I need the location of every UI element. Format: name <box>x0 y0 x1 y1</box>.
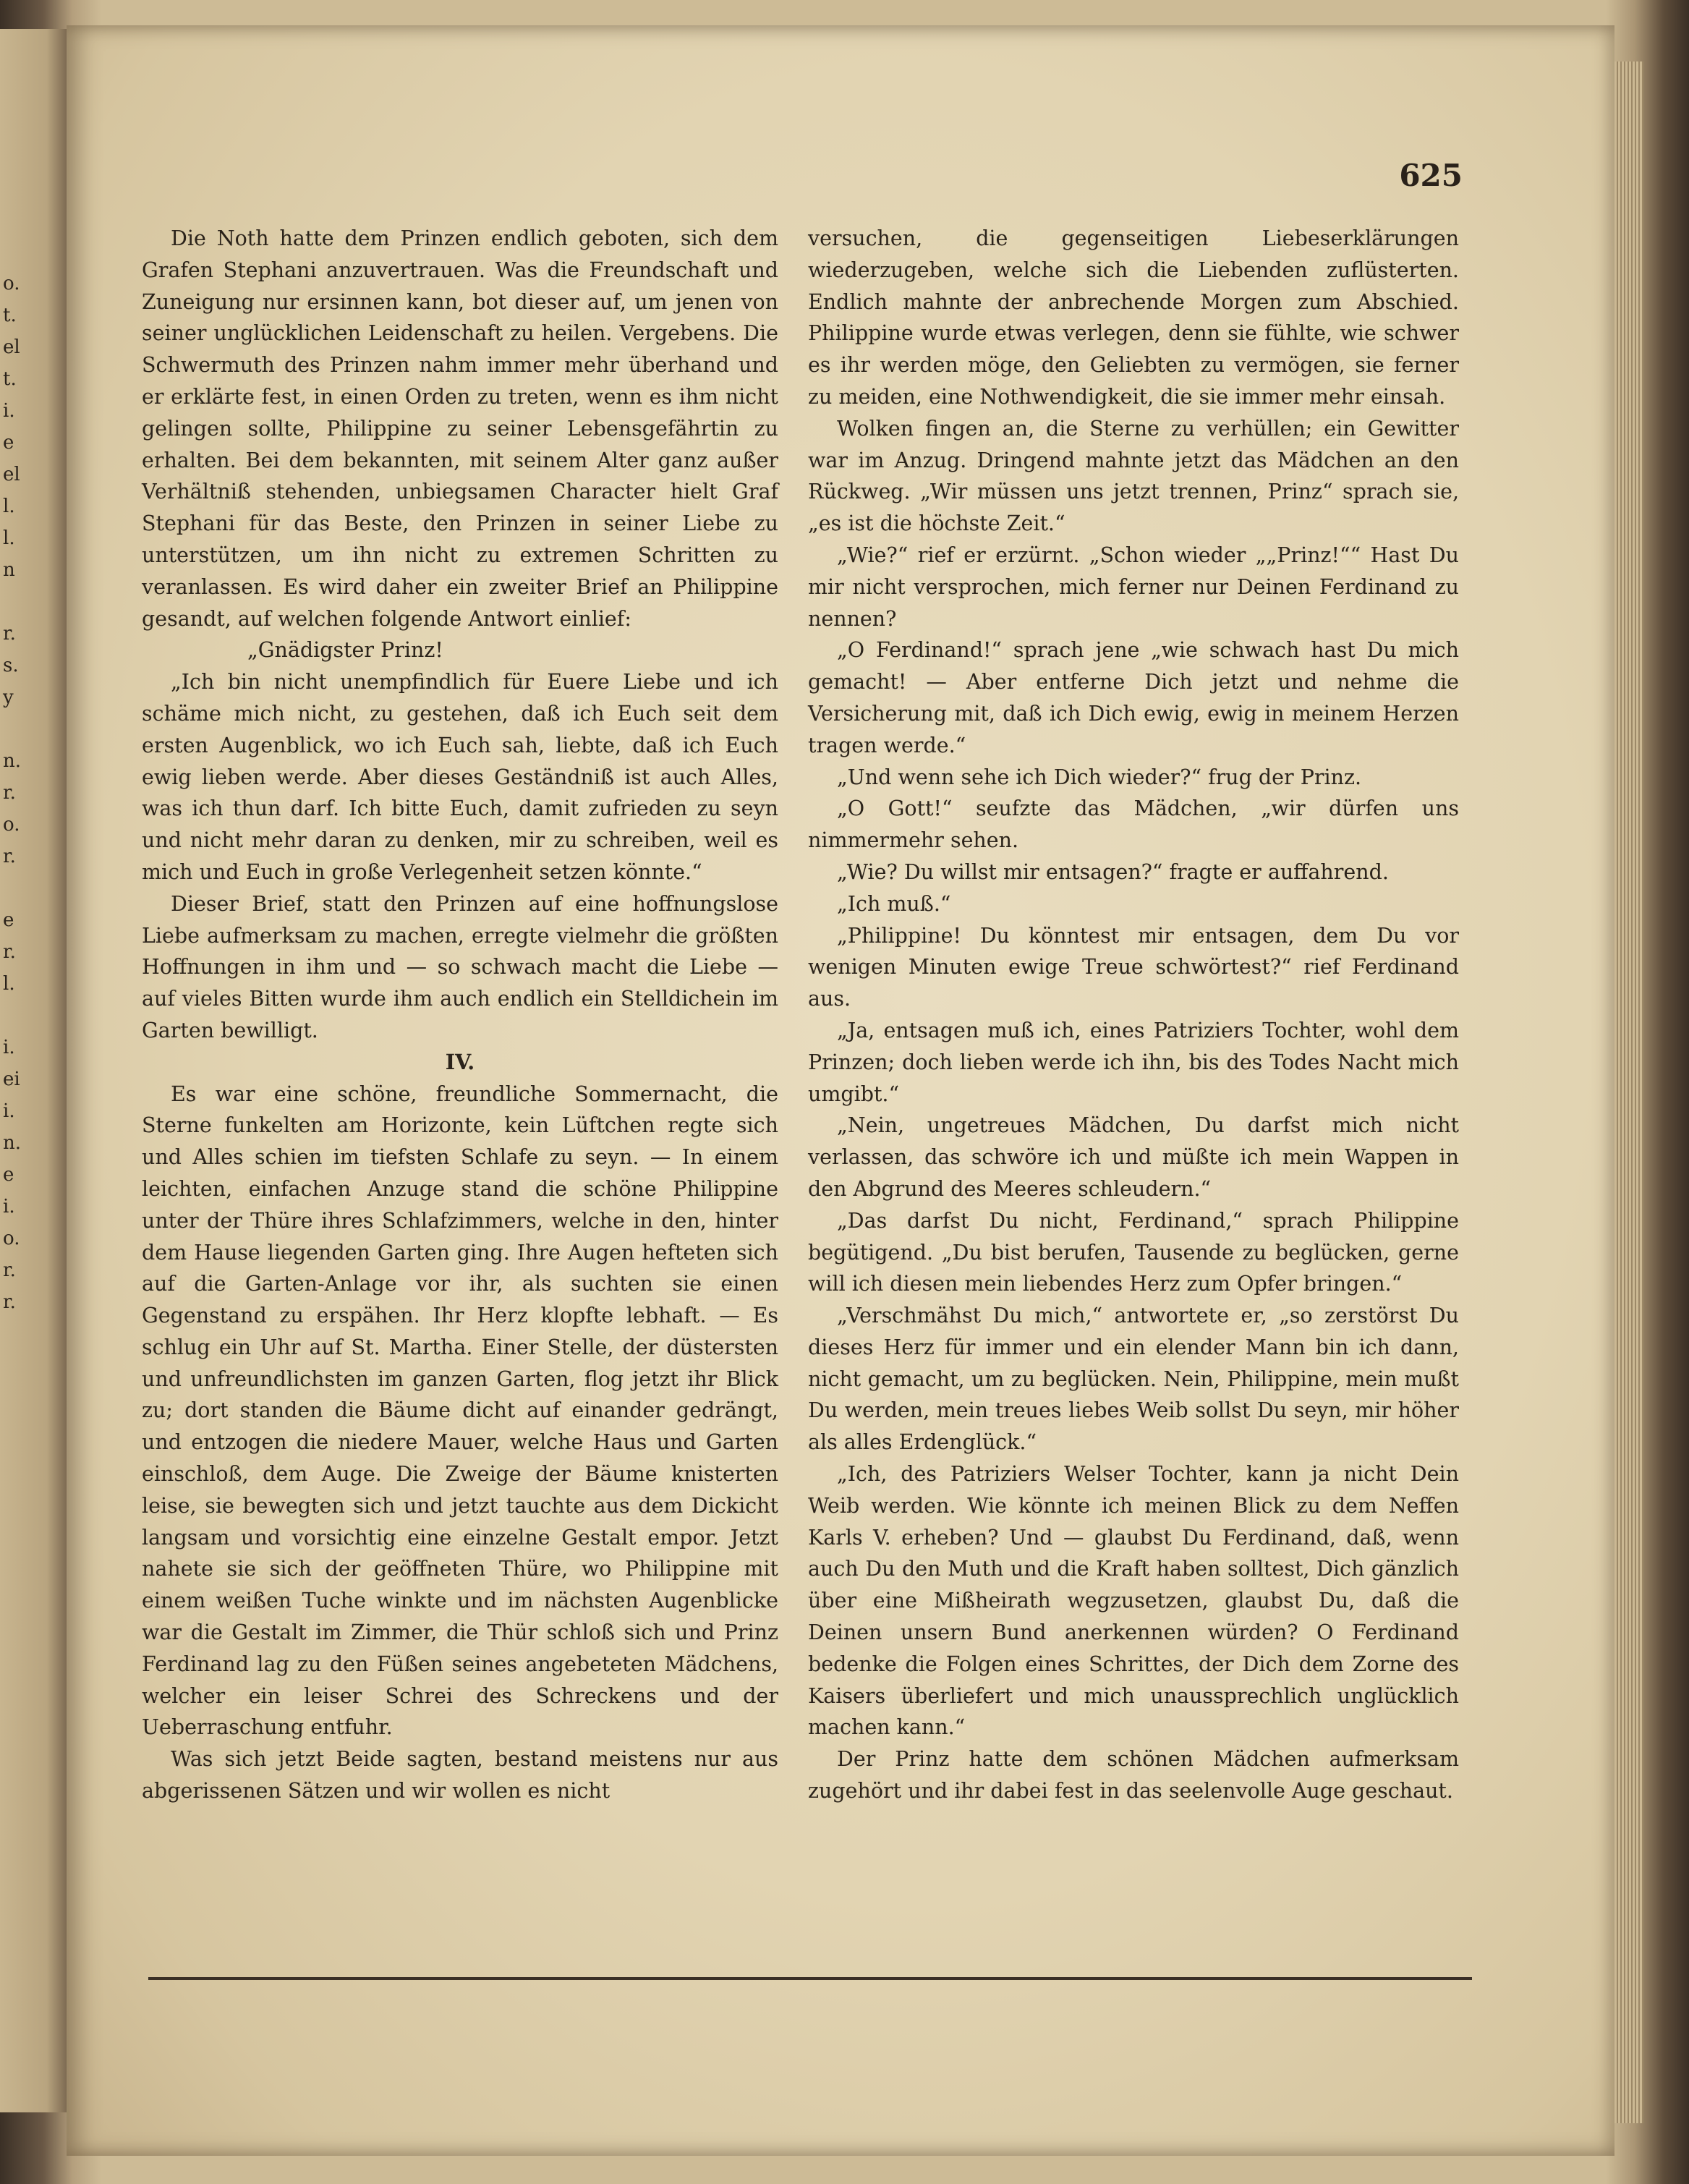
paragraph: „Philippine! Du könntest mir entsagen, dem Du vor wenigen Minuten ewige Treue schwörtest?“ rief Ferdinand aus. <box>808 923 1459 1011</box>
page-number: 625 <box>1399 158 1463 193</box>
paragraph: Es war eine schöne, freundliche Sommernacht, die Sterne funkelten am Horizonte, kein Lüftchen regte sich und Alles schien im tiefsten Schlafe zu seyn. — In einem leichten, einfachen Anzuge stand die schöne Philippine unter der Thüre ihres Schlafzimmers, welche in den, hinter dem Hause liegenden Garten ging. Ihre Augen hefteten sich auf die Garten-Anlage vor ihr, als suchten sie einen Gegenstand zu erspähen. Ihr Herz klopfte lebhaft. — Es schlug ein Uhr auf St. Martha. Einer Stelle, der düstersten und unfreundlichsten im ganzen Garten, flog jetzt ihr Blick zu; dort standen die Bäume dicht auf einander gedrängt, und entzogen die niedere Mauer, welche Haus und Garten einschloß, dem Auge. Die Zweige der Bäume knisterten leise, sie bewegten sich und jetzt tauchte aus dem Dickicht langsam und vorsichtig eine einzelne Gestalt empor. Jetzt nahete sie sich der geöffneten Thüre, wo Philippine mit einem weißen Tuche winkte und im nächsten Augenblicke war die Gestalt im Zimmer, die Thür schloß sich und Prinz Ferdinand lag zu den Füßen seines angebeteten Mädchens, welcher ein leiser Schrei des Schreckens und der Ueberraschung entfuhr. <box>142 1082 778 1740</box>
letter-body: „Ich bin nicht unempfindlich für Euere Liebe und ich schäme mich nicht, zu gestehen, daß ich Euch seit dem ersten Augenblick, wo ich Euch sah, liebte, daß ich Euch ewig lieben werde. Aber dieses Geständniß ist auch Alles, was ich thun darf. Ich bitte Euch, damit zufrieden zu seyn und nicht mehr daran zu denken, mir zu schreiben, weil es mich und Euch in große Verlegenheit setzen könnte.“ <box>142 670 778 884</box>
left-text-column <box>142 223 778 1807</box>
bottom-rule <box>148 1977 1472 1980</box>
paragraph: Wolken fingen an, die Sterne zu verhüllen; ein Gewitter war im Anzug. Dringend mahnte jetzt das Mädchen an den Rückweg. „Wir müssen uns jetzt trennen, Prinz“ sprach sie, „es ist die höchste Zeit.“ <box>808 416 1459 536</box>
paragraph: „Ich, des Patriziers Welser Tochter, kann ja nicht Dein Weib werden. Wie könnte ich meinen Blick zu dem Neffen Karls V. erheben? Und — glaubst Du Ferdinand, daß, wenn auch Du den Muth und die Kraft haben solltest, Dich gänzlich über eine Mißheirath wegzusetzen, glaubst Du, daß die Deinen unsern Bund anerkennen würden? O Ferdinand bedenke die Folgen eines Schrittes, der Dich dem Zorne des Kaisers überliefert und mich unaussprechlich unglücklich machen kann.“ <box>808 1462 1459 1740</box>
facing-page-cut-text: o. t. el t. i. e el l. l. n r. s. y n. r. o. r. e r. l. i. ei i. n. e i. o. r. r. <box>3 273 22 1313</box>
right-text-column <box>808 223 1459 1807</box>
paragraph: „Verschmähst Du mich,“ antwortete er, „so zerstörst Du dieses Herz für immer und ein elender Mann bin ich dann, nicht gemacht, um zu beglücken. Nein, Philippine, mein mußt Du werden, mein treues liebes Weib sollst Du seyn, mir höher als alles Erdenglück.“ <box>808 1304 1459 1455</box>
paragraph-continued: versuchen, die gegenseitigen Liebeserklärungen wiederzugeben, welche sich die Liebenden zuflüsterten. Endlich mahnte der anbrechende Morgen zum Abschied. Philippine wurde etwas verlegen, denn sie fühlte, wie schwer es ihr werden möge, den Geliebten zu vermögen, sie ferner zu meiden, eine Nothwendigkeit, die sie immer mehr einsah. <box>808 226 1459 409</box>
paragraph: Dieser Brief, statt den Prinzen auf eine hoffnungslose Liebe aufmerksam zu machen, erregte vielmehr die größten Hoffnungen in ihm und — so schwach macht die Liebe — auf vieles Bitten wurde ihm auch endlich ein Stelldichein im Garten bewilligt. <box>142 891 778 1042</box>
paragraph: „Das darfst Du nicht, Ferdinand,“ sprach Philippine begütigend. „Du bist berufen, Tausende zu beglücken, gerne will ich diesen mein liebendes Herz zum Opfer bringen.“ <box>808 1208 1459 1296</box>
paragraph: Die Noth hatte dem Prinzen endlich geboten, sich dem Grafen Stephani anzuvertrauen. Was die Freundschaft und Zuneigung nur ersinnen kann, bot dieser auf, um jenen von seiner unglücklichen Leidenschaft zu heilen. Vergebens. Die Schwermuth des Prinzen nahm immer mehr überhand und er erklärte fest, in einen Orden zu treten, wenn es ihm nicht gelingen sollte, Philippine zu seiner Lebensgefährtin zu erhalten. Bei dem bekannten, mit seinem Alter ganz außer Verhältniß stehenden, unbiegsamen Character hielt Graf Stephani für das Beste, den Prinzen in seiner Liebe zu unterstützen, um ihn nicht zu extremen Schritten zu veranlassen. Es wird daher ein zweiter Brief an Philippine gesandt, auf welchen folgende Antwort einlief: <box>142 226 778 631</box>
letter-salutation: „Gnädigster Prinz! <box>247 638 443 663</box>
paragraph: Was sich jetzt Beide sagten, bestand meistens nur aus abgerissenen Sätzen und wir wollen es nicht <box>142 1747 778 1803</box>
section-heading: IV. <box>445 1049 475 1074</box>
paragraph: „Ja, entsagen muß ich, eines Patriziers Tochter, wohl dem Prinzen; doch lieben werde ich ihn, bis des Todes Nacht mich umgibt.“ <box>808 1018 1459 1106</box>
paragraph: „Ich muß.“ <box>837 891 951 916</box>
show-through-imprint <box>340 1993 1425 2022</box>
paragraph: „Wie?“ rief er erzürnt. „Schon wieder „„Prinz!““ Hast Du mir nicht versprochen, mich ferner nur Deinen Ferdinand zu nennen? <box>808 543 1459 631</box>
paragraph: „Nein, ungetreues Mädchen, Du darfst mich nicht verlassen, das schwöre ich und müßte ich mein Wappen in den Abgrund des Meeres schleudern.“ <box>808 1113 1459 1201</box>
paragraph: „O Ferdinand!“ sprach jene „wie schwach hast Du mich gemacht! — Aber entferne Dich jetzt und nehme die Versicherung mit, daß ich Dich ewig, ewig in meinem Herzen tragen werde.“ <box>808 638 1459 757</box>
paragraph: „Und wenn sehe ich Dich wieder?“ frug der Prinz. <box>837 765 1362 789</box>
paragraph: „O Gott!“ seufzte das Mädchen, „wir dürfen uns nimmermehr sehen. <box>808 796 1459 853</box>
paragraph: „Wie? Du willst mir entsagen?“ fragte er auffahrend. <box>837 859 1389 884</box>
page-stack-edge <box>1614 61 1643 2123</box>
paragraph: Der Prinz hatte dem schönen Mädchen aufmerksam zugehört und ihr dabei fest in das seelenvolle Auge geschaut. <box>808 1747 1459 1803</box>
facing-page-edge <box>0 29 68 2112</box>
